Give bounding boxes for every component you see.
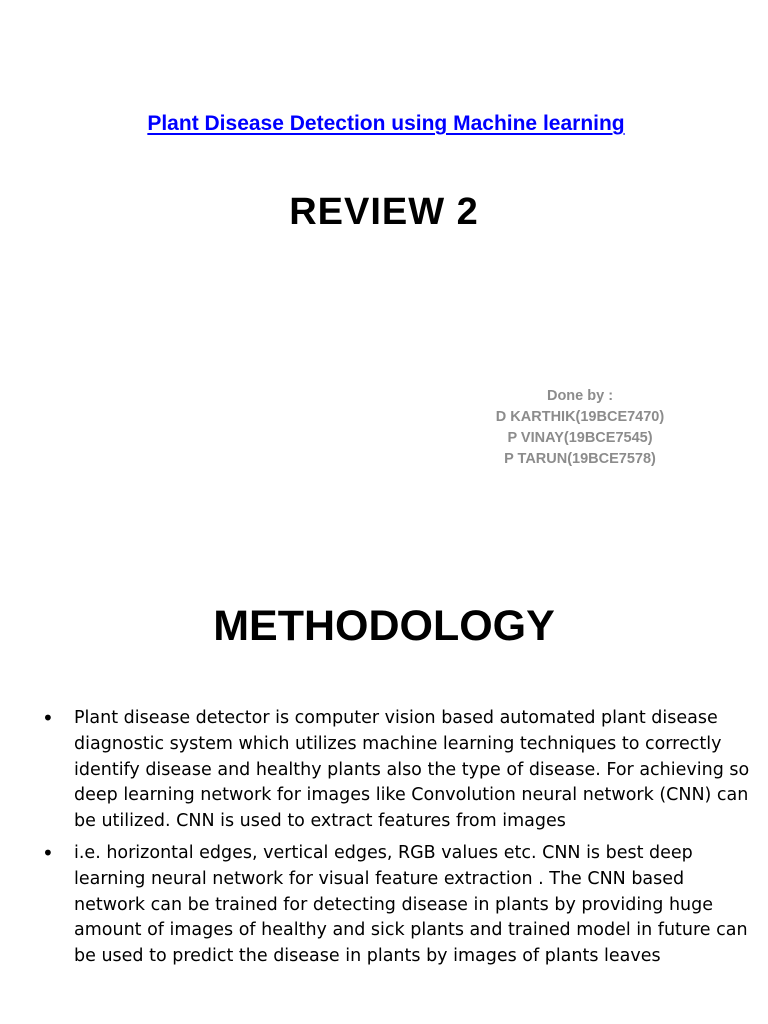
bullet-text: Plant disease detector is computer vision based automated plant disease diagnostic system which utilizes machine learning techniques to correctly identify disease and healthy plants also the type of disease. For achieving so deep learning network for images like Convolution neural network (CNN) can be utilized. CNN is used to extract features from images (74, 708, 750, 832)
bullet-list (40, 706, 760, 976)
author-name: D KARTHIK(19BCE7470) (495, 409, 665, 425)
bullet-icon: • (42, 840, 54, 865)
list-item (40, 706, 760, 835)
title-link[interactable]: Plant Disease Detection using Machine learning (147, 112, 625, 135)
section-heading: METHODOLOGY (213, 602, 555, 650)
author-name: P TARUN(19BCE7578) (504, 451, 656, 467)
bullet-icon: • (42, 706, 54, 730)
review-title: REVIEW 2 (289, 191, 479, 233)
author-name: P VINAY(19BCE7545) (507, 430, 653, 446)
list-item (40, 841, 760, 970)
bullet-text: i.e. horizontal edges, vertical edges, RGB values etc. CNN is best deep learning neural network for visual feature extraction . The CNN based network can be trained for detecting disease in plants by providing huge amount of images of healthy and sick plants and trained model in future can be used to predict the disease in plants by images of plants leaves (74, 842, 748, 967)
authors-block (480, 386, 680, 470)
authors-label: Done by : (546, 388, 614, 404)
